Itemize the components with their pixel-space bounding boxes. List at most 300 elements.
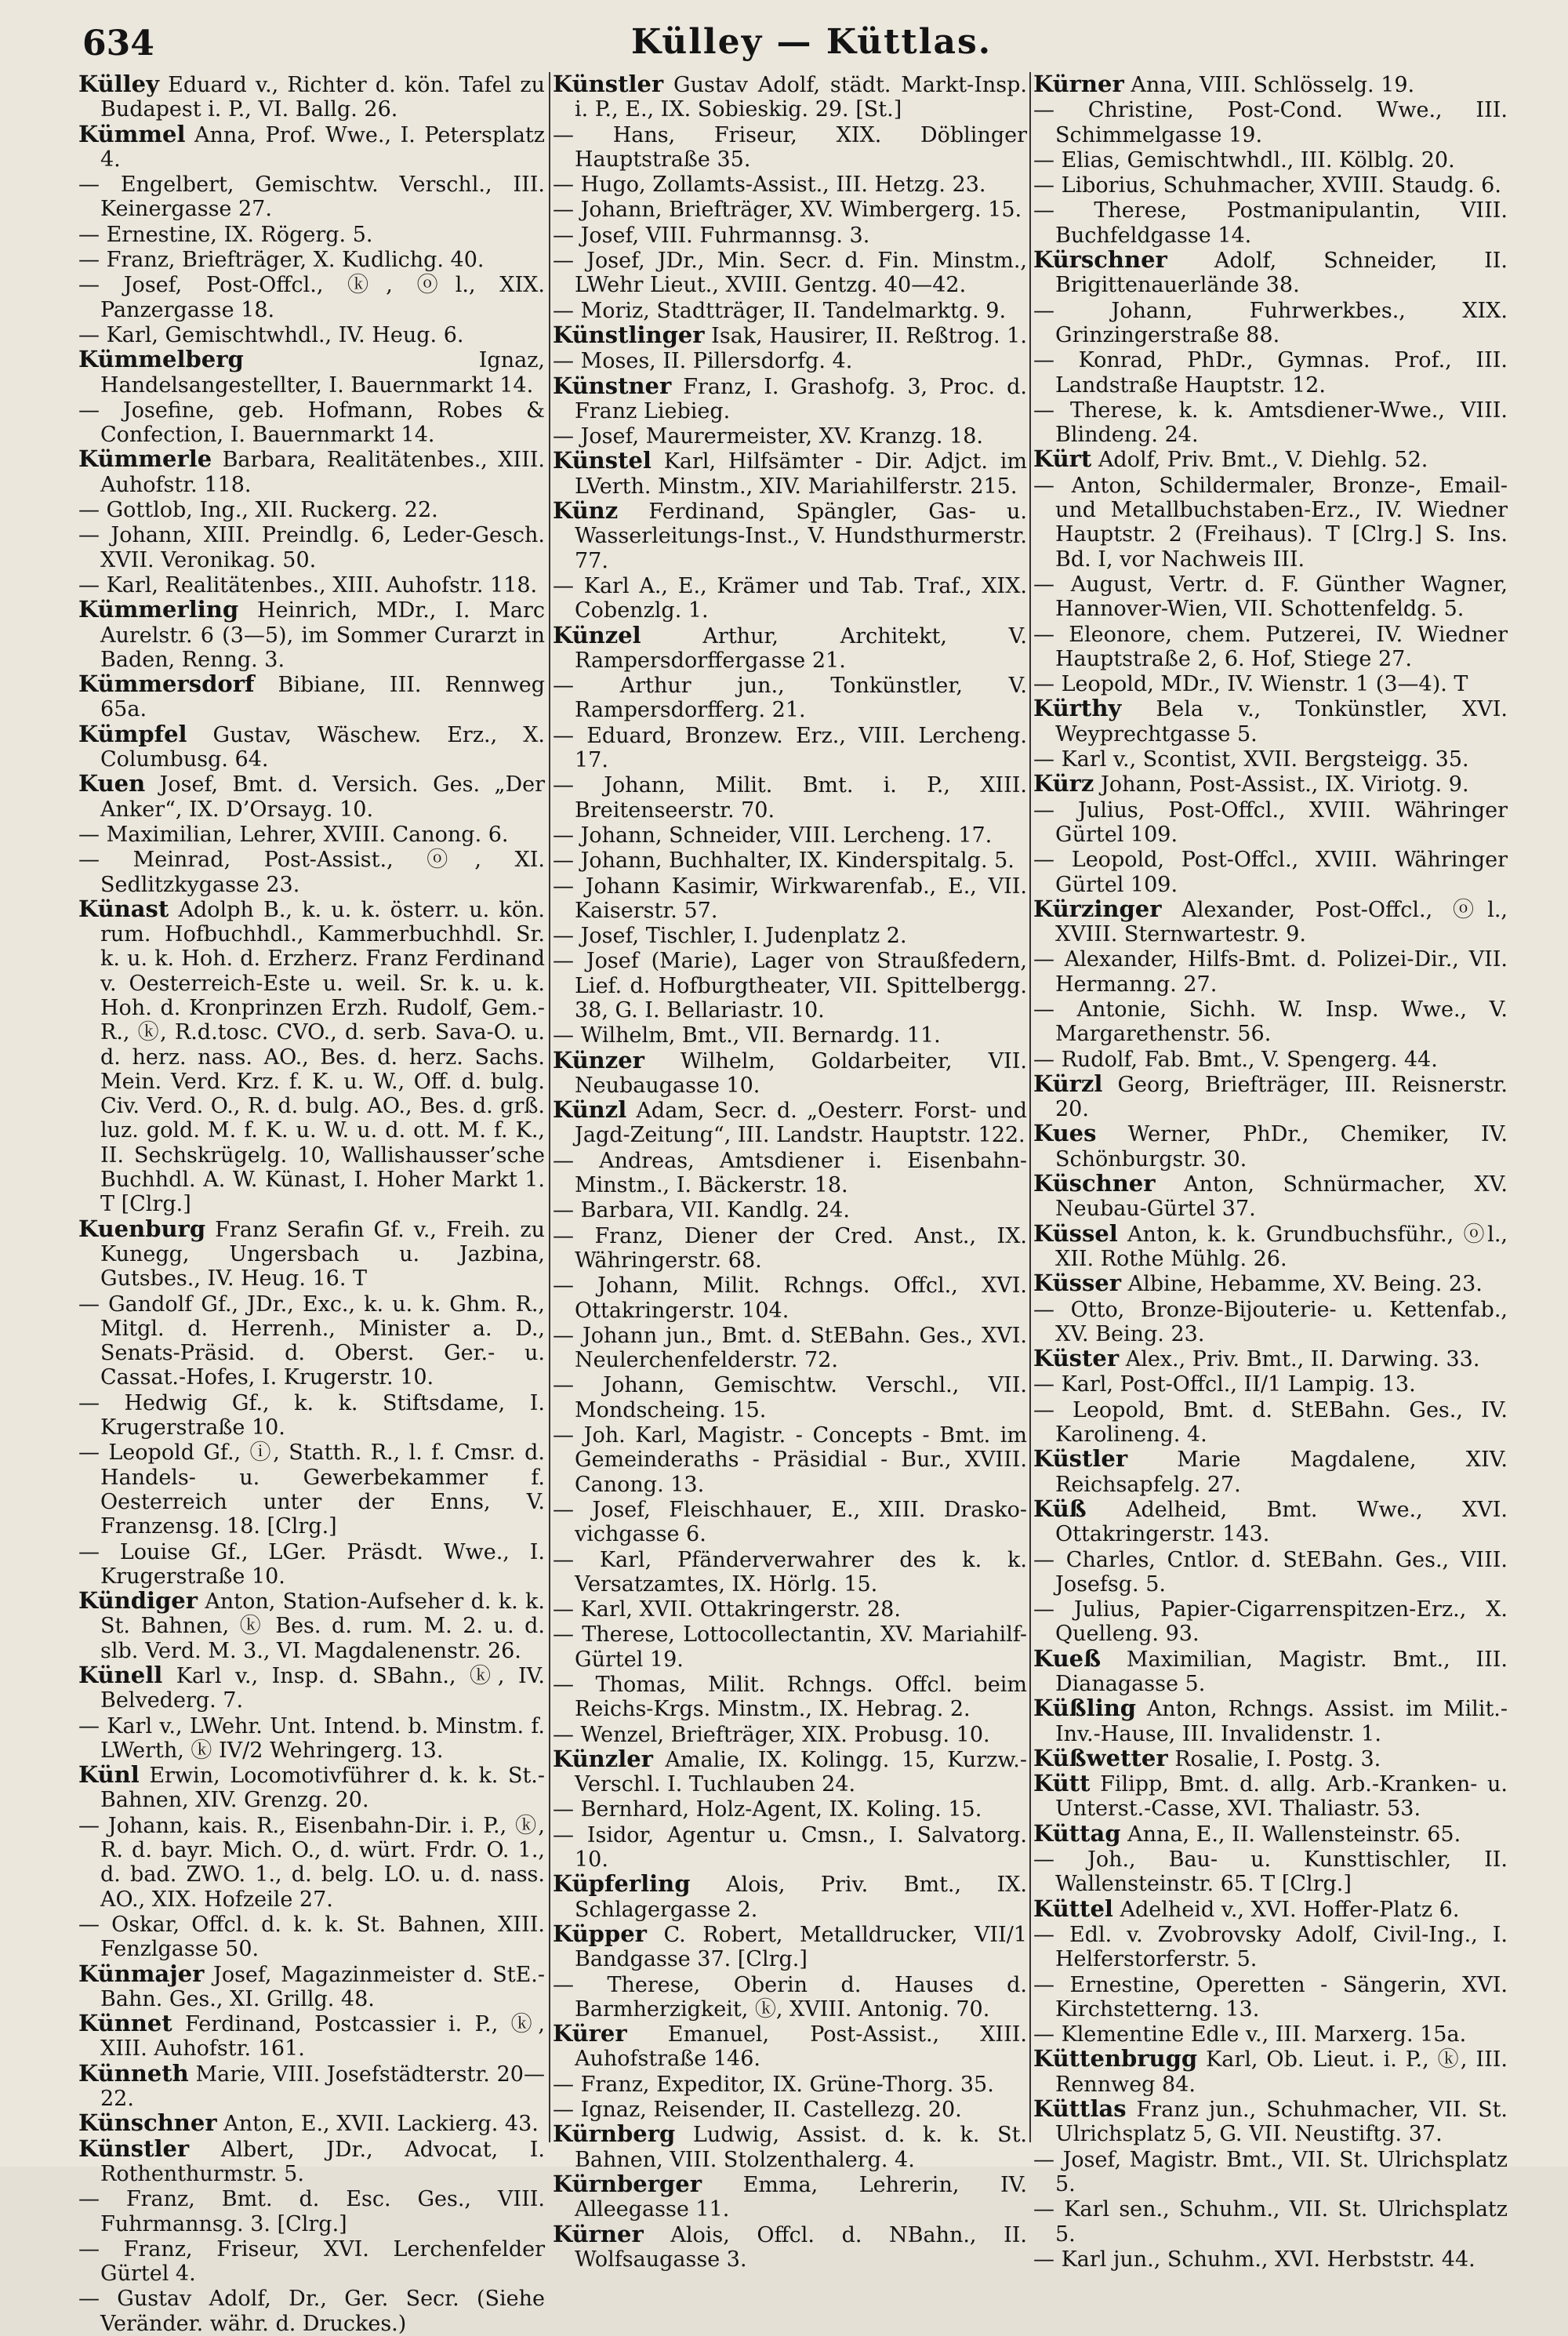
entry-text: — Meinrad, Post-Assist., ⓞ, XI. Sedlitzkygasse 23. bbox=[78, 848, 545, 897]
entry-text: — Gottlob, Ing., XII. Ruckerg. 22. bbox=[78, 498, 438, 523]
entry-text: Amalie, IX. Kolingg. 15, Kurzw.-Verschl. I. Tuchlauben 24. bbox=[575, 1747, 1027, 1797]
entry-headword: Kümmersdorf bbox=[78, 670, 255, 698]
entry-text: — Gandolf Gf., JDr., Exc., k. u. k. Ghm. R., Mitgl. d. Herrenh., Minister a. D., Senats-Präsid. d. Oberst. Ger.- u. Cassat.-Hofes, I. Krugerstr. 10. bbox=[78, 1292, 545, 1390]
entry-text: — Isidor, Agentur u. Cmsn., I. Salvatorg. 10. bbox=[553, 1822, 1027, 1873]
entry-headword: Künzer bbox=[553, 1046, 644, 1074]
directory-entry bbox=[553, 2222, 1027, 2272]
directory-entry bbox=[1033, 398, 1508, 448]
entry-text: — Franz, Bmt. d. Esc. Ges., VIII. Fuhrmannsg. 3. [Clrg.] bbox=[78, 2187, 545, 2236]
directory-entry bbox=[553, 1223, 1027, 1273]
entry-text: — Karl sen., Schuhm., VII. St. Ulrichsplatz 5. bbox=[1033, 2197, 1508, 2247]
entry-text: Isak, Hausirer, II. Reßtrog. 1. bbox=[704, 323, 1027, 348]
directory-entry bbox=[553, 772, 1027, 823]
directory-entry bbox=[1033, 1072, 1508, 1122]
directory-entry bbox=[78, 672, 545, 722]
directory-entry bbox=[78, 1589, 545, 1663]
entry-text: Wilhelm, Goldarbeiter, VII. Neubaugasse 10. bbox=[575, 1048, 1027, 1098]
entry-headword: Küßling bbox=[1033, 1695, 1137, 1722]
directory-entry bbox=[553, 1547, 1027, 1597]
entry-text: — Therese, Postmanipulantin, VIII. Buchfeldgasse 14. bbox=[1033, 198, 1508, 248]
directory-entry bbox=[553, 623, 1027, 674]
entry-text: — Ignaz, Reisender, II. Castellezg. 20. bbox=[553, 2098, 962, 2123]
directory-entry bbox=[1033, 2047, 1508, 2097]
entry-text: Alois, Offcl. d. NBahn., II. Wolfsaugasse 3. bbox=[575, 2222, 1027, 2272]
entry-text: — Karl jun., Schuhm., XVI. Herbststr. 44. bbox=[1033, 2247, 1475, 2272]
directory-entry bbox=[1033, 473, 1508, 572]
entry-text: — Johann, Buchhalter, IX. Kinderspitalg. 5. bbox=[553, 848, 1014, 874]
entry-text: — Eleonore, chem. Putzerei, IV. Wiedner Hauptstraße 2, 6. Hof, Stiege 27. bbox=[1033, 622, 1508, 671]
entry-headword: Künzel bbox=[553, 621, 641, 648]
directory-entry bbox=[1033, 147, 1508, 173]
entry-text: Albert, JDr., Advocat, I. Rothenthurmstr. 5. bbox=[100, 2137, 545, 2186]
directory-entry bbox=[1033, 1047, 1508, 1072]
entry-text: — Johann, XIII. Preindlg. 6, Leder-Gesch. XVII. Veronikag. 50. bbox=[78, 523, 545, 572]
entry-text: — Antonie, Sichh. W. Insp. Wwe., V. Margarethenstr. 56. bbox=[1033, 997, 1508, 1047]
directory-entry bbox=[1033, 671, 1508, 696]
entry-headword: Künstlinger bbox=[553, 321, 705, 348]
directory-entry bbox=[553, 573, 1027, 623]
entry-headword: Küssel bbox=[1033, 1219, 1118, 1247]
entry-text: — Josef (Marie), Lager von Straußfedern, Lief. d. Hofburgtheater, VII. Spittelbergg. 38, G. I. Bellariastr. 10. bbox=[553, 949, 1027, 1023]
entry-headword: Künschner bbox=[78, 2109, 217, 2137]
entry-headword: Künast bbox=[78, 895, 169, 922]
entry-text: Adelheid, Bmt. Wwe., XVI. Ottakringerstr. 143. bbox=[1055, 1497, 1508, 1547]
directory-entry bbox=[1033, 1696, 1508, 1746]
entry-headword: Küttenbrugg bbox=[1033, 2045, 1198, 2073]
entry-text: — Louise Gf., LGer. Präsdt. Wwe., I. Krugerstraße 10. bbox=[78, 1539, 545, 1589]
column-divider bbox=[549, 72, 550, 2142]
entry-text: — Leopold, MDr., IV. Wienstr. 1 (3—4). T bbox=[1033, 672, 1468, 697]
entry-text: — Johann, Briefträger, XV. Wimbergerg. 15. bbox=[553, 198, 1022, 223]
directory-entry bbox=[78, 322, 545, 347]
directory-entry bbox=[553, 72, 1027, 122]
directory-entry bbox=[78, 2186, 545, 2236]
entry-text: — Wenzel, Briefträger, XIX. Probusg. 10. bbox=[553, 1722, 990, 1747]
entry-text: — Otto, Bronze-Bijouterie- u. Kettenfab., XV. Being. 23. bbox=[1033, 1297, 1508, 1346]
entry-text: — Franz, Diener der Cred. Anst., IX. Währingerstr. 68. bbox=[553, 1223, 1027, 1273]
entry-headword: Küster bbox=[1033, 1345, 1120, 1372]
directory-entry bbox=[1033, 2097, 1508, 2147]
directory-entry bbox=[78, 822, 545, 847]
entry-text: Johann, Post-Assist., IX. Viriotg. 9. bbox=[1094, 772, 1469, 797]
entry-headword: Künneth bbox=[78, 2059, 189, 2087]
directory-entry bbox=[78, 2134, 545, 2187]
entry-headword: Kuen bbox=[78, 770, 146, 797]
entry-text: — Alexander, Hilfs-Bmt. d. Polizei-Dir., VII. Hermanng. 27. bbox=[1033, 947, 1508, 997]
entry-headword: Küpper bbox=[553, 1920, 647, 1947]
entry-text: Anton, Station-Aufseher d. k. k. St. Bahnen, ⓚ Bes. d. rum. M. 2. u. d. slb. Verd. M. 3., VI. Magdalenenstr. 26. bbox=[100, 1589, 545, 1663]
entry-text: — Franz, Briefträger, X. Kudlichg. 40. bbox=[78, 248, 485, 273]
directory-entry bbox=[78, 572, 545, 598]
entry-text: — Wilhelm, Bmt., VII. Bernardg. 11. bbox=[553, 1023, 941, 1048]
directory-entry bbox=[78, 847, 545, 897]
entry-text: — Barbara, VII. Kandlg. 24. bbox=[553, 1198, 850, 1223]
entry-headword: Kürner bbox=[553, 2220, 644, 2247]
entry-text: — Bernhard, Holz-Agent, IX. Koling. 15. bbox=[553, 1797, 982, 1822]
directory-entry bbox=[78, 1713, 545, 1764]
entry-text: Josef, Bmt. d. Versich. Ges. „Der Anker“, IX. D’Orsayg. 10. bbox=[100, 772, 545, 822]
directory-entry bbox=[78, 222, 545, 247]
entry-headword: Kümmel bbox=[78, 120, 186, 147]
directory-entry bbox=[1033, 1397, 1508, 1448]
directory-entry bbox=[78, 122, 545, 173]
entry-text: — Liborius, Schuhmacher, XVIII. Staudg. 6. bbox=[1033, 173, 1501, 198]
entry-text: Franz jun., Schuhmacher, VII. St. Ulrichsplatz 5, G. VII. Neustiftg. 37. bbox=[1055, 2098, 1508, 2147]
entry-text: — Julius, Post-Offcl., XVIII. Währinger Gürtel 109. bbox=[1033, 797, 1508, 847]
entry-text: Franz Serafin Gf. v., Freih. zu Kunegg, Ungersbach u. Jazbina, Gutsbes., IV. Heug. 16. T bbox=[100, 1217, 545, 1292]
directory-entry bbox=[553, 1422, 1027, 1497]
directory-entry bbox=[1033, 1922, 1508, 1972]
entry-text: Barbara, Realitätenbes., XIII. Auhofstr. 118. bbox=[100, 448, 545, 497]
entry-headword: Kümmerle bbox=[78, 445, 212, 473]
directory-entry bbox=[553, 823, 1027, 848]
directory-entry bbox=[553, 348, 1027, 373]
column-divider bbox=[1029, 72, 1031, 2142]
entry-text: — Therese, k. k. Amtsdiener-Wwe., VIII. Blindeng. 24. bbox=[1033, 398, 1508, 448]
entry-text: — Johann, Milit. Bmt. i. P., XIII. Breitenseerstr. 70. bbox=[553, 773, 1027, 823]
entry-text: Rosalie, I. Postg. 3. bbox=[1167, 1746, 1381, 1771]
directory-entry bbox=[1033, 173, 1508, 198]
column-2 bbox=[553, 71, 1027, 2272]
directory-entry bbox=[78, 1962, 545, 2012]
entry-text: Adolph B., k. u. k. österr. u. kön. rum. Hofbuchhdl., Kammerbuchhdl. Sr. k. u. k. Hoh. d. Erzherz. Franz Ferdinand v. Oesterreich-Este u. weil. Sr. k. u. k. Hoh. d. Kronprinzen Erzh. Rudolf, Gem.-R., ⓚ, R.d.tosc. CVO., d. serb. Sava-O. u. d. herz. nass. AO., Bes. d. herz. Sachs. Mein. Verd. Krz. f. K. u. W., Off. d. bulg. Civ. Verd. O., R. d. bulg. AO., Bes. d. grß. luz. gold. M. f. K. u. W. u. d. ott. M. f. K., II. Sechskrügelg. 10, Wallishausser’sche Buchhdl. A. W. Künast, I. Hoher Markt 1. T [Clrg.] bbox=[100, 897, 545, 1217]
entry-text: — Konrad, PhDr., Gymnas. Prof., III. Landstraße Hauptstr. 12. bbox=[1033, 348, 1508, 398]
directory-entry bbox=[1033, 747, 1508, 772]
entry-text: — Karl, Realitätenbes., XIII. Auhofstr. 118. bbox=[78, 572, 538, 598]
entry-headword: Kümpfel bbox=[78, 720, 187, 747]
directory-entry bbox=[553, 423, 1027, 449]
directory-entry bbox=[1033, 1219, 1508, 1272]
entry-text: — Rudolf, Fab. Bmt., V. Spengerg. 44. bbox=[1033, 1047, 1438, 1072]
directory-entry bbox=[78, 772, 545, 822]
entry-text: — Karl, XVII. Ottakringerstr. 28. bbox=[553, 1597, 901, 1622]
directory-entry bbox=[1033, 1371, 1508, 1397]
entry-text: Adolf, Schneider, II. Brigittenauerlände 38. bbox=[1055, 249, 1508, 298]
directory-entry bbox=[78, 272, 545, 322]
directory-entry bbox=[1033, 1897, 1508, 1922]
entry-text: — Josef, Post-Offcl., ⓚ, ⓞl., XIX. Panzergasse 18. bbox=[78, 273, 545, 322]
directory-entry bbox=[1033, 72, 1508, 97]
entry-text: — Johann, kais. R., Eisenbahn-Dir. i. P., ⓚ, R. d. bayr. Mich. O., d. würt. Frdr. O. 1., d. bad. ZWO. 1., d. belg. LO. u. d. nass. AO., XIX. Hofzeile 27. bbox=[78, 1813, 545, 1912]
page-title: Külley — Küttlas. bbox=[630, 22, 993, 62]
directory-entry bbox=[553, 298, 1027, 323]
directory-entry bbox=[553, 1747, 1027, 1797]
entry-text: Ferdinand, Spängler, Gas- u. Wasserleitungs-Inst., V. Hundsthurmerstr. 77. bbox=[575, 500, 1027, 573]
entry-headword: Küsser bbox=[1033, 1270, 1122, 1297]
entry-headword: Künstler bbox=[553, 71, 664, 97]
directory-entry bbox=[553, 1148, 1027, 1198]
entry-headword: Kümmelberg bbox=[78, 346, 244, 373]
directory-entry bbox=[553, 1273, 1027, 1323]
entry-headword: Künstler bbox=[78, 2134, 190, 2162]
directory-entry bbox=[1033, 1819, 1508, 1847]
directory-entry bbox=[78, 398, 545, 448]
entry-text: — Andreas, Amtsdiener i. Eisenbahn-Minstm., I. Bäckerstr. 18. bbox=[553, 1148, 1027, 1198]
directory-entry bbox=[1033, 1297, 1508, 1347]
entry-text: — Arthur jun., Tonkünstler, V. Rampersdorfferg. 21. bbox=[553, 674, 1027, 723]
entry-text: — Karl v., LWehr. Unt. Intend. b. Minstm. f. LWerth, ⓚ IV/2 Wehringerg. 13. bbox=[78, 1713, 545, 1763]
directory-entry bbox=[1033, 1547, 1508, 1597]
directory-entry bbox=[553, 2072, 1027, 2097]
directory-entry bbox=[553, 948, 1027, 1023]
directory-entry bbox=[553, 1672, 1027, 1722]
entry-text: Anna, E., II. Wallensteinstr. 65. bbox=[1120, 1822, 1461, 1847]
entry-text: — Therese, Oberin d. Hauses d. Barmherzigkeit, ⓚ, XVIII. Antonig. 70. bbox=[553, 1972, 1027, 2022]
directory-entry bbox=[78, 497, 545, 522]
directory-entry bbox=[553, 323, 1027, 348]
entry-headword: Küßwetter bbox=[1033, 1744, 1168, 1771]
entry-headword: Kürthy bbox=[1033, 695, 1122, 722]
directory-entry bbox=[1033, 97, 1508, 147]
directory-entry bbox=[553, 1323, 1027, 1373]
entry-text: — Engelbert, Gemischtw. Verschl., III. Keinergasse 27. bbox=[78, 173, 545, 222]
entry-text: — Josef, VIII. Fuhrmannsg. 3. bbox=[553, 223, 870, 248]
directory-entry bbox=[78, 1663, 545, 1713]
entry-text: Maximilian, Magistr. Bmt., III. Dianagasse 5. bbox=[1055, 1647, 1508, 1696]
entry-text: — Moriz, Stadtträger, II. Tandelmarktg. 9. bbox=[553, 298, 1007, 323]
directory-entry bbox=[553, 1797, 1027, 1822]
directory-entry bbox=[553, 248, 1027, 298]
entry-headword: Kürschner bbox=[1033, 246, 1167, 274]
entry-text: — Josef, Magistr. Bmt., VII. St. Ulrichsplatz 5. bbox=[1033, 2147, 1508, 2196]
entry-text: — Johann, Schneider, VIII. Lercheng. 17. bbox=[553, 823, 993, 848]
directory-entry bbox=[1033, 2247, 1508, 2272]
entry-text: — Hans, Friseur, XIX. Döblinger Hauptstraße 35. bbox=[553, 122, 1027, 172]
entry-headword: Künstel bbox=[553, 447, 652, 474]
directory-entry bbox=[1033, 1497, 1508, 1547]
entry-text: — Leopold Gf., ⓘ, Statth. R., l. f. Cmsr. d. Handels- u. Gewerbekammer f. Oesterreich unter der Enns, V. Franzensg. 18. [Clrg.] bbox=[78, 1440, 545, 1539]
directory-entry bbox=[1033, 347, 1508, 398]
directory-entry bbox=[78, 172, 545, 222]
entry-text: C. Robert, Metalldrucker, VII/1 Bandgasse 37. [Clrg.] bbox=[575, 1922, 1027, 1972]
directory-entry bbox=[553, 923, 1027, 948]
entry-text: Bibiane, III. Rennweg 65a. bbox=[100, 673, 545, 722]
directory-entry bbox=[553, 673, 1027, 723]
directory-entry bbox=[78, 897, 545, 1217]
entry-text: Albine, Hebamme, XV. Being. 23. bbox=[1121, 1272, 1483, 1297]
directory-entry bbox=[78, 2059, 545, 2112]
entry-text: — Josef, Tischler, I. Judenplatz 2. bbox=[553, 924, 907, 949]
entry-headword: Küschner bbox=[1033, 1170, 1156, 1197]
directory-entry bbox=[78, 1292, 545, 1390]
directory-entry bbox=[1033, 1271, 1508, 1296]
directory-entry bbox=[553, 223, 1027, 248]
entry-text: — Josefine, geb. Hofmann, Robes & Confection, I. Bauernmarkt 14. bbox=[78, 398, 545, 448]
entry-text: — Karl A., E., Krämer und Tab. Traf., XIX. Cobenzlg. 1. bbox=[553, 573, 1027, 623]
entry-text: — Johann, Fuhrwerkbes., XIX. Grinzingerstraße 88. bbox=[1033, 298, 1508, 347]
directory-entry bbox=[553, 2172, 1027, 2222]
entry-headword: Kürz bbox=[1033, 770, 1094, 797]
entry-text: Anna, Prof. Wwe., I. Petersplatz 4. bbox=[100, 122, 545, 172]
entry-headword: Kütt bbox=[1033, 1770, 1091, 1797]
directory-entry bbox=[1033, 298, 1508, 348]
entry-text: Karl v., Insp. d. SBahn., ⓚ, IV. Belvederg. 7. bbox=[100, 1664, 545, 1713]
directory-entry bbox=[78, 1390, 545, 1440]
directory-entry bbox=[1033, 2022, 1508, 2047]
entry-text: Karl, Ob. Lieut. i. P., ⓚ, III. Rennweg 84. bbox=[1055, 2047, 1508, 2097]
entry-text: Gustav Adolf, städt. Markt-Insp. i. P., E., IX. Sobieskig. 29. [St.] bbox=[575, 73, 1027, 122]
directory-entry bbox=[1033, 1972, 1508, 2022]
entry-headword: Kürzinger bbox=[1033, 895, 1162, 922]
entry-text: — Oskar, Offcl. d. k. k. St. Bahnen, XIII. Fenzlgasse 50. bbox=[78, 1912, 545, 1962]
entry-headword: Kürer bbox=[553, 2020, 627, 2047]
entry-headword: Künl bbox=[78, 1761, 140, 1789]
directory-entry bbox=[1033, 1746, 1508, 1771]
entry-headword: Künzl bbox=[553, 1096, 627, 1124]
entry-headword: Kürzl bbox=[1033, 1070, 1103, 1097]
directory-entry bbox=[1033, 897, 1508, 947]
directory-entry bbox=[1033, 198, 1508, 248]
entry-text: — Karl, Gemischtwhdl., IV. Heug. 6. bbox=[78, 322, 464, 347]
entry-text: — Thomas, Milit. Rchngs. Offcl. beim Reichs-Krgs. Minstm., IX. Hebrag. 2. bbox=[553, 1673, 1027, 1722]
directory-entry bbox=[553, 848, 1027, 873]
entry-text: — Leopold, Post-Offcl., XVIII. Währinger Gürtel 109. bbox=[1033, 848, 1508, 897]
entry-text: — Therese, Lottocollectantin, XV. Mariahilf-Gürtel 19. bbox=[553, 1622, 1027, 1672]
entry-text: Karl, Hilfsämter - Dir. Adjct. im LVerth. Minstm., XIV. Mariahilferstr. 215. bbox=[575, 449, 1027, 499]
directory-entry bbox=[1033, 997, 1508, 1047]
entry-text: — Elias, Gemischtwhdl., III. Kölblg. 20. bbox=[1033, 147, 1455, 173]
entry-text: Ludwig, Assist. d. k. k. St. Bahnen, VIII. Stolzenthalerg. 4. bbox=[575, 2123, 1027, 2172]
entry-headword: Kümmerling bbox=[78, 596, 239, 623]
entry-text: — Ernestine, Operetten - Sängerin, XVI. Kirchstetterng. 13. bbox=[1033, 1972, 1508, 2022]
entry-text: — Johann, Gemischtw. Verschl., VII. Mondscheing. 15. bbox=[553, 1373, 1027, 1422]
directory-entry bbox=[553, 1023, 1027, 1048]
entry-text: Georg, Briefträger, III. Reisnerstr. 20. bbox=[1055, 1072, 1508, 1122]
directory-entry bbox=[78, 1217, 545, 1292]
entry-text: Ferdinand, Postcassier i. P., ⓚ, XIII. Auhofstr. 161. bbox=[100, 2012, 545, 2062]
entry-text: Erwin, Locomotivführer d. k. k. St.-Bahnen, XIV. Grenzg. 20. bbox=[100, 1764, 545, 1813]
entry-headword: Künzler bbox=[553, 1745, 653, 1772]
entry-text: Adolf, Priv. Bmt., V. Diehlg. 52. bbox=[1091, 448, 1428, 473]
entry-headword: Kueß bbox=[1033, 1644, 1102, 1672]
directory-entry bbox=[553, 1597, 1027, 1622]
entry-text: — Josef, JDr., Min. Secr. d. Fin. Minstm., LWehr Lieut., XVIII. Gentzg. 40—42. bbox=[553, 249, 1027, 298]
entry-headword: Küß bbox=[1033, 1495, 1087, 1522]
page-header bbox=[74, 14, 1548, 69]
entry-text: — Hugo, Zollamts-Assist., III. Hetzg. 23. bbox=[553, 173, 986, 198]
entry-headword: Kürner bbox=[1033, 71, 1124, 97]
directory-entry bbox=[553, 449, 1027, 499]
entry-headword: Kürnberg bbox=[553, 2120, 676, 2148]
directory-entry bbox=[553, 1048, 1027, 1099]
directory-entry bbox=[1033, 1172, 1508, 1222]
directory-entry bbox=[78, 447, 545, 497]
entry-headword: Küttlas bbox=[1033, 2095, 1127, 2123]
entry-text: Alex., Priv. Bmt., II. Darwing. 33. bbox=[1119, 1347, 1480, 1372]
directory-entry bbox=[78, 522, 545, 572]
directory-entry bbox=[553, 2022, 1027, 2072]
directory-entry bbox=[78, 722, 545, 772]
entry-text: — Christine, Post-Cond. Wwe., III. Schimmelgasse 19. bbox=[1033, 98, 1508, 147]
directory-entry bbox=[1033, 1644, 1508, 1697]
entry-text: Adam, Secr. d. „Oesterr. Forst- und Jagd-Zeitung“, III. Landstr. Hauptstr. 122. bbox=[575, 1099, 1027, 1148]
directory-entry bbox=[553, 1197, 1027, 1222]
entry-text: Emanuel, Post-Assist., XIII. Auhofstraße 146. bbox=[575, 2022, 1027, 2072]
page-number: 634 bbox=[82, 24, 154, 64]
entry-text: Alexander, Post-Offcl., ⓞl., XVIII. Sternwartestr. 9. bbox=[1055, 897, 1508, 947]
entry-headword: Küstler bbox=[1033, 1445, 1128, 1473]
directory-entry bbox=[78, 1912, 545, 1962]
entry-text: Emma, Lehrerin, IV. Alleegasse 11. bbox=[575, 2172, 1027, 2222]
directory-entry bbox=[1033, 447, 1508, 472]
entry-text: Anton, Schnürmacher, XV. Neubau-Gürtel 37. bbox=[1055, 1172, 1508, 1222]
directory-entry bbox=[553, 197, 1027, 222]
entry-text: — Josef, Fleischhauer, E., XIII. Draskovichgasse 6. bbox=[553, 1497, 1027, 1547]
entry-text: Marie, VIII. Josefstädterstr. 20—22. bbox=[100, 2062, 545, 2112]
entry-headword: Kürt bbox=[1033, 445, 1092, 473]
directory-entry bbox=[553, 1922, 1027, 1972]
entry-headword: Külley bbox=[78, 71, 159, 97]
entry-text: — Klementine Edle v., III. Marxerg. 15a. bbox=[1033, 2022, 1467, 2047]
entry-text: — Eduard, Bronzew. Erz., VIII. Lercheng. 17. bbox=[553, 723, 1027, 773]
directory-entry bbox=[1033, 847, 1508, 897]
entry-text: — Joh., Bau- u. Kunsttischler, II. Wallensteinstr. 65. T [Clrg.] bbox=[1033, 1847, 1508, 1897]
directory-entry bbox=[553, 2097, 1027, 2122]
directory-entry bbox=[553, 1972, 1027, 2022]
entry-headword: Künnet bbox=[78, 2010, 172, 2037]
directory-entry bbox=[553, 1622, 1027, 1672]
entry-text: — Maximilian, Lehrer, XVIII. Canong. 6. bbox=[78, 822, 509, 847]
entry-text: Filipp, Bmt. d. allg. Arb.-Kranken- u. Unterst.-Casse, XVI. Thaliastr. 53. bbox=[1055, 1772, 1508, 1822]
entry-headword: Kues bbox=[1033, 1120, 1097, 1147]
entry-text: — Josef, Maurermeister, XV. Kranzg. 18. bbox=[553, 424, 983, 449]
directory-entry bbox=[1033, 1447, 1508, 1497]
entry-headword: Küttel bbox=[1033, 1895, 1113, 1922]
entry-text: — Franz, Friseur, XVI. Lerchenfelder Gürtel 4. bbox=[78, 2236, 545, 2287]
entry-text: Adelheid v., XVI. Hoffer-Platz 6. bbox=[1112, 1897, 1460, 1922]
directory-entry bbox=[1033, 797, 1508, 848]
directory-entry bbox=[78, 1763, 545, 1813]
entry-text: Gustav, Wäschew. Erz., X. Columbusg. 64. bbox=[100, 722, 545, 772]
entry-headword: Kündiger bbox=[78, 1587, 198, 1615]
directory-entry bbox=[1033, 248, 1508, 298]
entry-text: — Charles, Cntlor. d. StEBahn. Ges., VIII. Josefsg. 5. bbox=[1033, 1547, 1508, 1597]
entry-headword: Künell bbox=[78, 1662, 163, 1688]
entry-text: — Franz, Expeditor, IX. Grüne-Thorg. 35. bbox=[553, 2072, 994, 2097]
directory-entry bbox=[78, 1539, 545, 1589]
entry-text: — Johann jun., Bmt. d. StEBahn. Ges., XVI. Neulerchenfelderstr. 72. bbox=[553, 1323, 1027, 1373]
directory-entry bbox=[553, 874, 1027, 924]
directory-entry bbox=[1033, 946, 1508, 997]
directory-entry bbox=[1033, 696, 1508, 747]
entry-text: — Anton, Schildermaler, Bronze-, Email- und Metallbuchstaben-Erz., IV. Wiedner Hauptstr. 2 (Freihaus). T [Clrg.] S. Ins. Bd. I, vor Nachweis III. bbox=[1033, 473, 1508, 572]
entry-text: Anton, Rchngs. Assist. im Milit.-Inv.-Hause, III. Invalidenstr. 1. bbox=[1055, 1697, 1508, 1746]
entry-text: Franz, I. Grashofg. 3, Proc. d. Franz Liebieg. bbox=[575, 374, 1027, 423]
directory-entry bbox=[78, 347, 545, 398]
directory-entry bbox=[1033, 1771, 1508, 1822]
entry-text: Arthur, Architekt, V. Rampersdorffergasse 21. bbox=[575, 623, 1027, 673]
directory-entry bbox=[1033, 1346, 1508, 1371]
entry-text: — Moses, II. Pillersdorfg. 4. bbox=[553, 349, 853, 374]
directory-entry bbox=[1033, 1121, 1508, 1172]
entry-text: Heinrich, MDr., I. Marc Aurelstr. 6 (3—5), im Sommer Curarzt in Baden, Renng. 3. bbox=[100, 598, 545, 672]
directory-entry bbox=[553, 1372, 1027, 1422]
directory-entry bbox=[553, 1098, 1027, 1148]
directory-entry bbox=[553, 172, 1027, 197]
directory-entry bbox=[78, 247, 545, 272]
entry-text: Anton, k. k. Grundbuchsführ., ⓞl., XII. Rothe Mühlg. 26. bbox=[1055, 1222, 1508, 1271]
directory-entry bbox=[553, 122, 1027, 173]
directory-entry bbox=[1033, 1847, 1508, 1897]
entry-headword: Künmajer bbox=[78, 1960, 205, 1987]
entry-headword: Künz bbox=[553, 497, 619, 525]
entry-text: — Ernestine, IX. Rögerg. 5. bbox=[78, 222, 373, 247]
column-1 bbox=[78, 71, 545, 2336]
column-3 bbox=[1033, 71, 1508, 2272]
entry-text: — August, Vertr. d. F. Günther Wagner, Hannover-Wien, VII. Schottenfeldg. 5. bbox=[1033, 572, 1508, 622]
directory-entry bbox=[553, 723, 1027, 773]
entry-text: — Karl, Pfänderverwahrer des k. k. Versatzamtes, IX. Hörlg. 15. bbox=[553, 1547, 1027, 1597]
